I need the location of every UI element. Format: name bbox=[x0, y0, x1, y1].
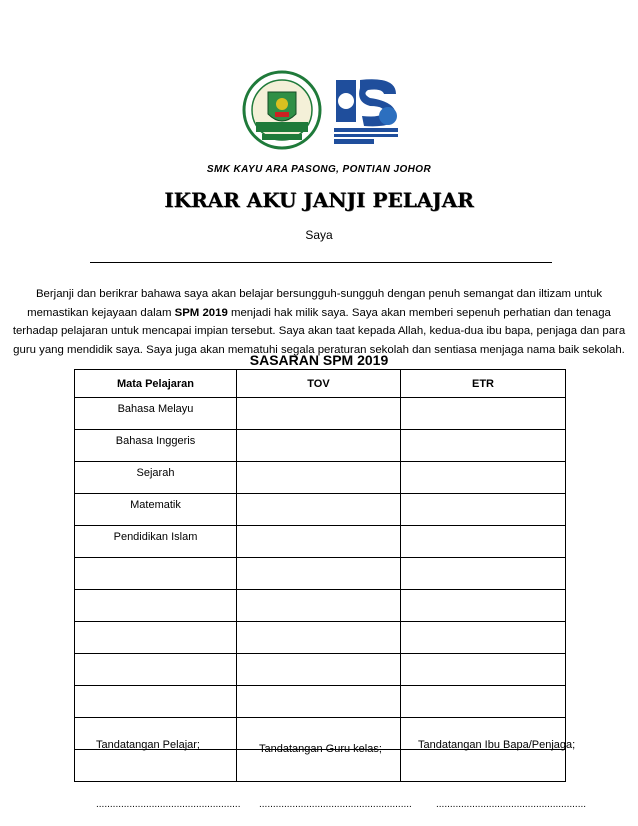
signature-student-line[interactable]: .................................................... bbox=[96, 799, 241, 810]
tov-cell[interactable] bbox=[237, 526, 401, 558]
header-etr: ETR bbox=[401, 370, 566, 398]
table-row bbox=[75, 590, 566, 622]
header-subject: Mata Pelajaran bbox=[75, 370, 237, 398]
etr-cell[interactable] bbox=[401, 430, 566, 462]
subject-cell: Bahasa Inggeris bbox=[75, 430, 237, 462]
table-row bbox=[75, 430, 566, 462]
logo-row bbox=[0, 70, 638, 152]
etr-cell[interactable] bbox=[401, 558, 566, 590]
etr-cell[interactable] bbox=[401, 462, 566, 494]
target-table bbox=[74, 369, 566, 782]
header-tov: TOV bbox=[237, 370, 401, 398]
subject-cell[interactable] bbox=[75, 686, 237, 718]
tov-cell[interactable] bbox=[237, 494, 401, 526]
subject-cell[interactable] bbox=[75, 750, 237, 782]
subject-cell[interactable] bbox=[75, 590, 237, 622]
table-row bbox=[75, 558, 566, 590]
etr-cell[interactable] bbox=[401, 686, 566, 718]
etr-cell[interactable] bbox=[401, 654, 566, 686]
etr-cell[interactable] bbox=[401, 398, 566, 430]
saya-label: Saya bbox=[305, 228, 333, 242]
table-row bbox=[75, 398, 566, 430]
table-row bbox=[75, 494, 566, 526]
signature-parent-label: Tandatangan Ibu Bapa/Penjaga; bbox=[418, 739, 576, 751]
page-title: IKRAR AKU JANJI PELAJAR bbox=[164, 188, 474, 212]
table-row bbox=[75, 462, 566, 494]
subject-cell: Pendidikan Islam bbox=[75, 526, 237, 558]
etr-cell[interactable] bbox=[401, 494, 566, 526]
tov-cell[interactable] bbox=[237, 590, 401, 622]
target-title: SASARAN SPM 2019 bbox=[249, 352, 389, 368]
tov-cell[interactable] bbox=[237, 654, 401, 686]
pledge-part1: Berjanji dan berikrar bahawa saya akan belajar bersungguh-sungguh dengan penuh semangat dan iltizam untuk memastikan kejayaan dalam bbox=[27, 288, 603, 319]
tov-cell[interactable] bbox=[237, 558, 401, 590]
subject-cell: Bahasa Melayu bbox=[75, 398, 237, 430]
table-row bbox=[75, 622, 566, 654]
school-crest-logo bbox=[242, 70, 322, 150]
tov-cell[interactable] bbox=[237, 398, 401, 430]
table-row bbox=[75, 654, 566, 686]
etr-cell[interactable] bbox=[401, 590, 566, 622]
tov-cell[interactable] bbox=[237, 622, 401, 654]
signature-parent-line[interactable]: ...................................................... bbox=[436, 799, 587, 810]
subject-cell: Matematik bbox=[75, 494, 237, 526]
subject-cell[interactable] bbox=[75, 654, 237, 686]
subject-cell[interactable] bbox=[75, 558, 237, 590]
signature-student-label: Tandatangan Pelajar; bbox=[96, 739, 200, 751]
tov-cell[interactable] bbox=[237, 686, 401, 718]
anniversary-seal-logo bbox=[326, 72, 406, 148]
subject-cell[interactable] bbox=[75, 622, 237, 654]
table-header-row bbox=[75, 370, 566, 398]
name-line bbox=[90, 262, 552, 263]
etr-cell[interactable] bbox=[401, 526, 566, 558]
pledge-bold: SPM 2019 bbox=[174, 306, 228, 319]
etr-cell[interactable] bbox=[401, 622, 566, 654]
pledge-part2: menjadi hak milik saya. Saya akan memberi sepenuh perhatian dan tenaga terhadap pelajaran untuk mencapai impian tersebut. Saya akan taat kepada Allah, kedua-dua ibu bapa, penjaga dan para guru yang mendidik saya. Saya juga akan mematuhi segala peraturan sekolah dan sentiasa menjaga nama baik sekolah. bbox=[12, 306, 626, 356]
subject-cell: Sejarah bbox=[75, 462, 237, 494]
etr-cell[interactable] bbox=[401, 750, 566, 782]
school-name: SMK KAYU ARA PASONG, PONTIAN JOHOR bbox=[206, 164, 432, 175]
pledge-text bbox=[6, 285, 632, 359]
signature-teacher-line[interactable]: ....................................................... bbox=[259, 799, 412, 810]
signature-teacher-label: Tandatangan Guru kelas; bbox=[259, 743, 382, 755]
table-row bbox=[75, 526, 566, 558]
tov-cell[interactable] bbox=[237, 462, 401, 494]
table-row bbox=[75, 686, 566, 718]
tov-cell[interactable] bbox=[237, 430, 401, 462]
